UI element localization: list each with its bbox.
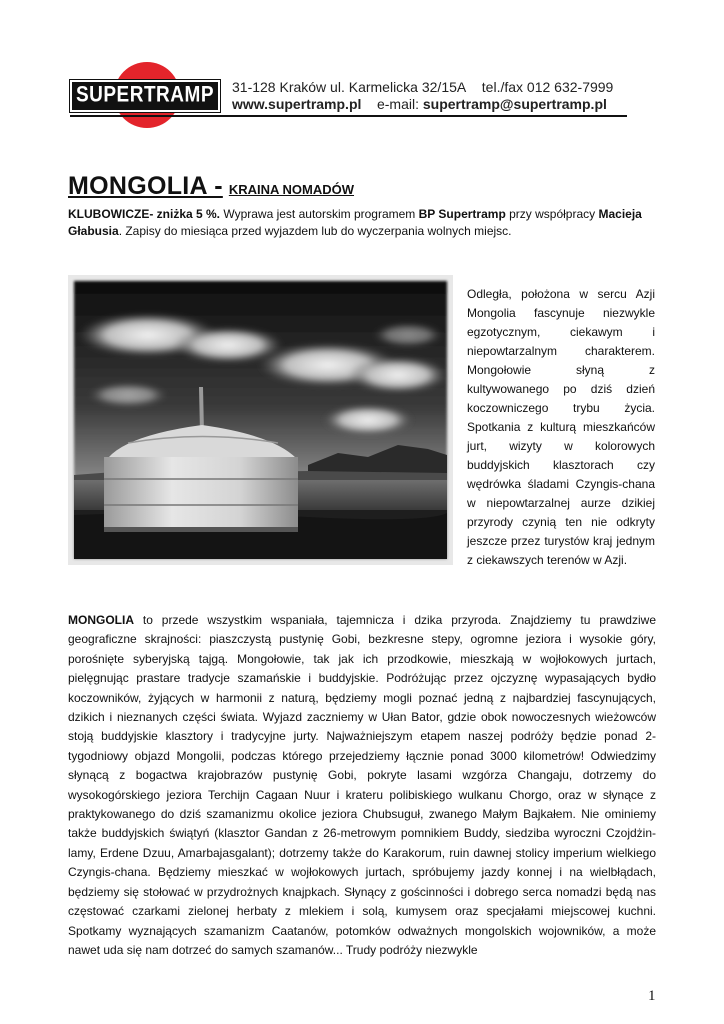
header-email-link[interactable]: supertramp@supertramp.pl: [422, 96, 607, 112]
header-phone: tel./fax 012 632-7999: [481, 79, 614, 95]
intro-text-1: Wyprawa jest autorskim programem: [220, 207, 419, 221]
intro-club-discount: KLUBOWICZE- zniżka 5 %.: [68, 207, 221, 221]
body-text: to przede wszystkim wspaniała, tajemnicza i dzika przyroda. Znajdziemy tu prawdziwe geograficzne skrajności: piaszczystą pustynię Gobi, bezkresne stepy, ogromne jeziora i wysokie góry, porośnięte syberyjską tajgą. Mongołowie, tak jak ich przodkowie, mieszkają w wojłokowych jurtach, pielęgnując prastare tradycje szamańskie i buddyjskie. Podróżując przez ojczyznę wypasających bydło koczowników, żyjących w harmonii z naturą, będziemy mogli poznać jedną z najbardziej fascynujących, dzikich i nieznanych części świata. Wyjazd zaczniemy w Ułan Bator, gdzie obok nowoczesnych wieżowców stoją buddyjskie klasztory i tradycyjne jurty. Najważniejszym etapem naszej podróży będzie ponad 2-tygodniowy objazd Mongolii, podczas którego przejedziemy łącznie ponad 3000 kilometrów! Odwiedzimy słynącą z bogactwa krajobrazów pustynię Gobi, pokryte lasami wzgórza Changaju, dotrzemy do wysokogórskiego jeziora Terchijn Cagaan Nuur i krateru polibiskiego wulkanu Chorgo, oraz w słynące z praktykowanego do dziś szamanizmu okolice jeziora Chubsuguł, zwanego Małym Bajkałem. Nie ominiemy także buddyjskich świątyń (klasztor Gandan z 26-metrowym pomnikiem Buddy, siedziba wyroczni Czojdżin-lamy, Erdene Dzuu, Amarbajasgalant); dotrzemy także do Karakorum, ruin dawnej stolicy imperium wielkiego Czyngis-chana. Będziemy mieszkać w wojłokowych jurtach, spróbujemy jazdy konnej i na wielbłądach, będziemy się stołować w przydrożnych knajpkach. Słynący z gościnności i dobrego serca nomadzi będą nas częstować czarkami zielonej herbaty z mlekiem i solą, kumysem oraz specjałami miejscowej kuchni. Spotkamy wyznających szamanizm Caatanów, potomków odważnych mongolskich wojowników, a może nawet uda się nam dotrzeć do samych szamanów... Trudy podróży niezwykle: [68, 613, 656, 957]
header-address: 31-128 Kraków ul. Karmelicka 32/15A: [232, 79, 467, 95]
intro-paragraph: [68, 206, 658, 240]
header-email-label: e-mail:: [376, 96, 419, 112]
title-main: MONGOLIA -: [68, 172, 223, 200]
page-title: [68, 172, 354, 201]
intro-text-3: . Zapisy do miesiąca przed wyjazdem lub do wyczerpania wolnych miejsc.: [118, 224, 512, 238]
body-lead: MONGOLIA: [68, 613, 134, 627]
logo-box: [70, 80, 220, 112]
side-description: Odległa, położona w sercu Azji Mongolia fascynuje niezwykle egzotycznym, ciekawym i niepowtarzalnym charakterem. Mongołowie słyną z kultywowanego po dziś dzień koczowniczego trybu życia. Spotkania z kulturą mieszkańców jurt, wizyty w kolorowych buddyjskich klasztorach czy wędrówka śladami Czyngis-chana w niepowtarzalnej aurze dzikiej przyrody czynią ten nie odkryty jeszcze przez turystów kraj jednym z ciekawszych terenów w Azji.: [467, 287, 655, 567]
header-web-line: [232, 96, 607, 112]
page-number: 1: [648, 988, 656, 1004]
intro-organizer: BP Supertramp: [418, 207, 506, 221]
header-contact-line: [232, 79, 613, 95]
intro-person: Macieja Głabusia: [68, 207, 642, 238]
logo-text: SUPERTRAMP: [75, 83, 214, 108]
header-divider: [70, 115, 627, 117]
yurt-photo: [68, 275, 453, 565]
header-website-link[interactable]: www.supertramp.pl: [232, 96, 362, 112]
title-subtitle: KRAINA NOMADÓW: [228, 182, 355, 197]
body-paragraph: [68, 611, 656, 960]
intro-text-2: przy współpracy: [505, 207, 599, 221]
